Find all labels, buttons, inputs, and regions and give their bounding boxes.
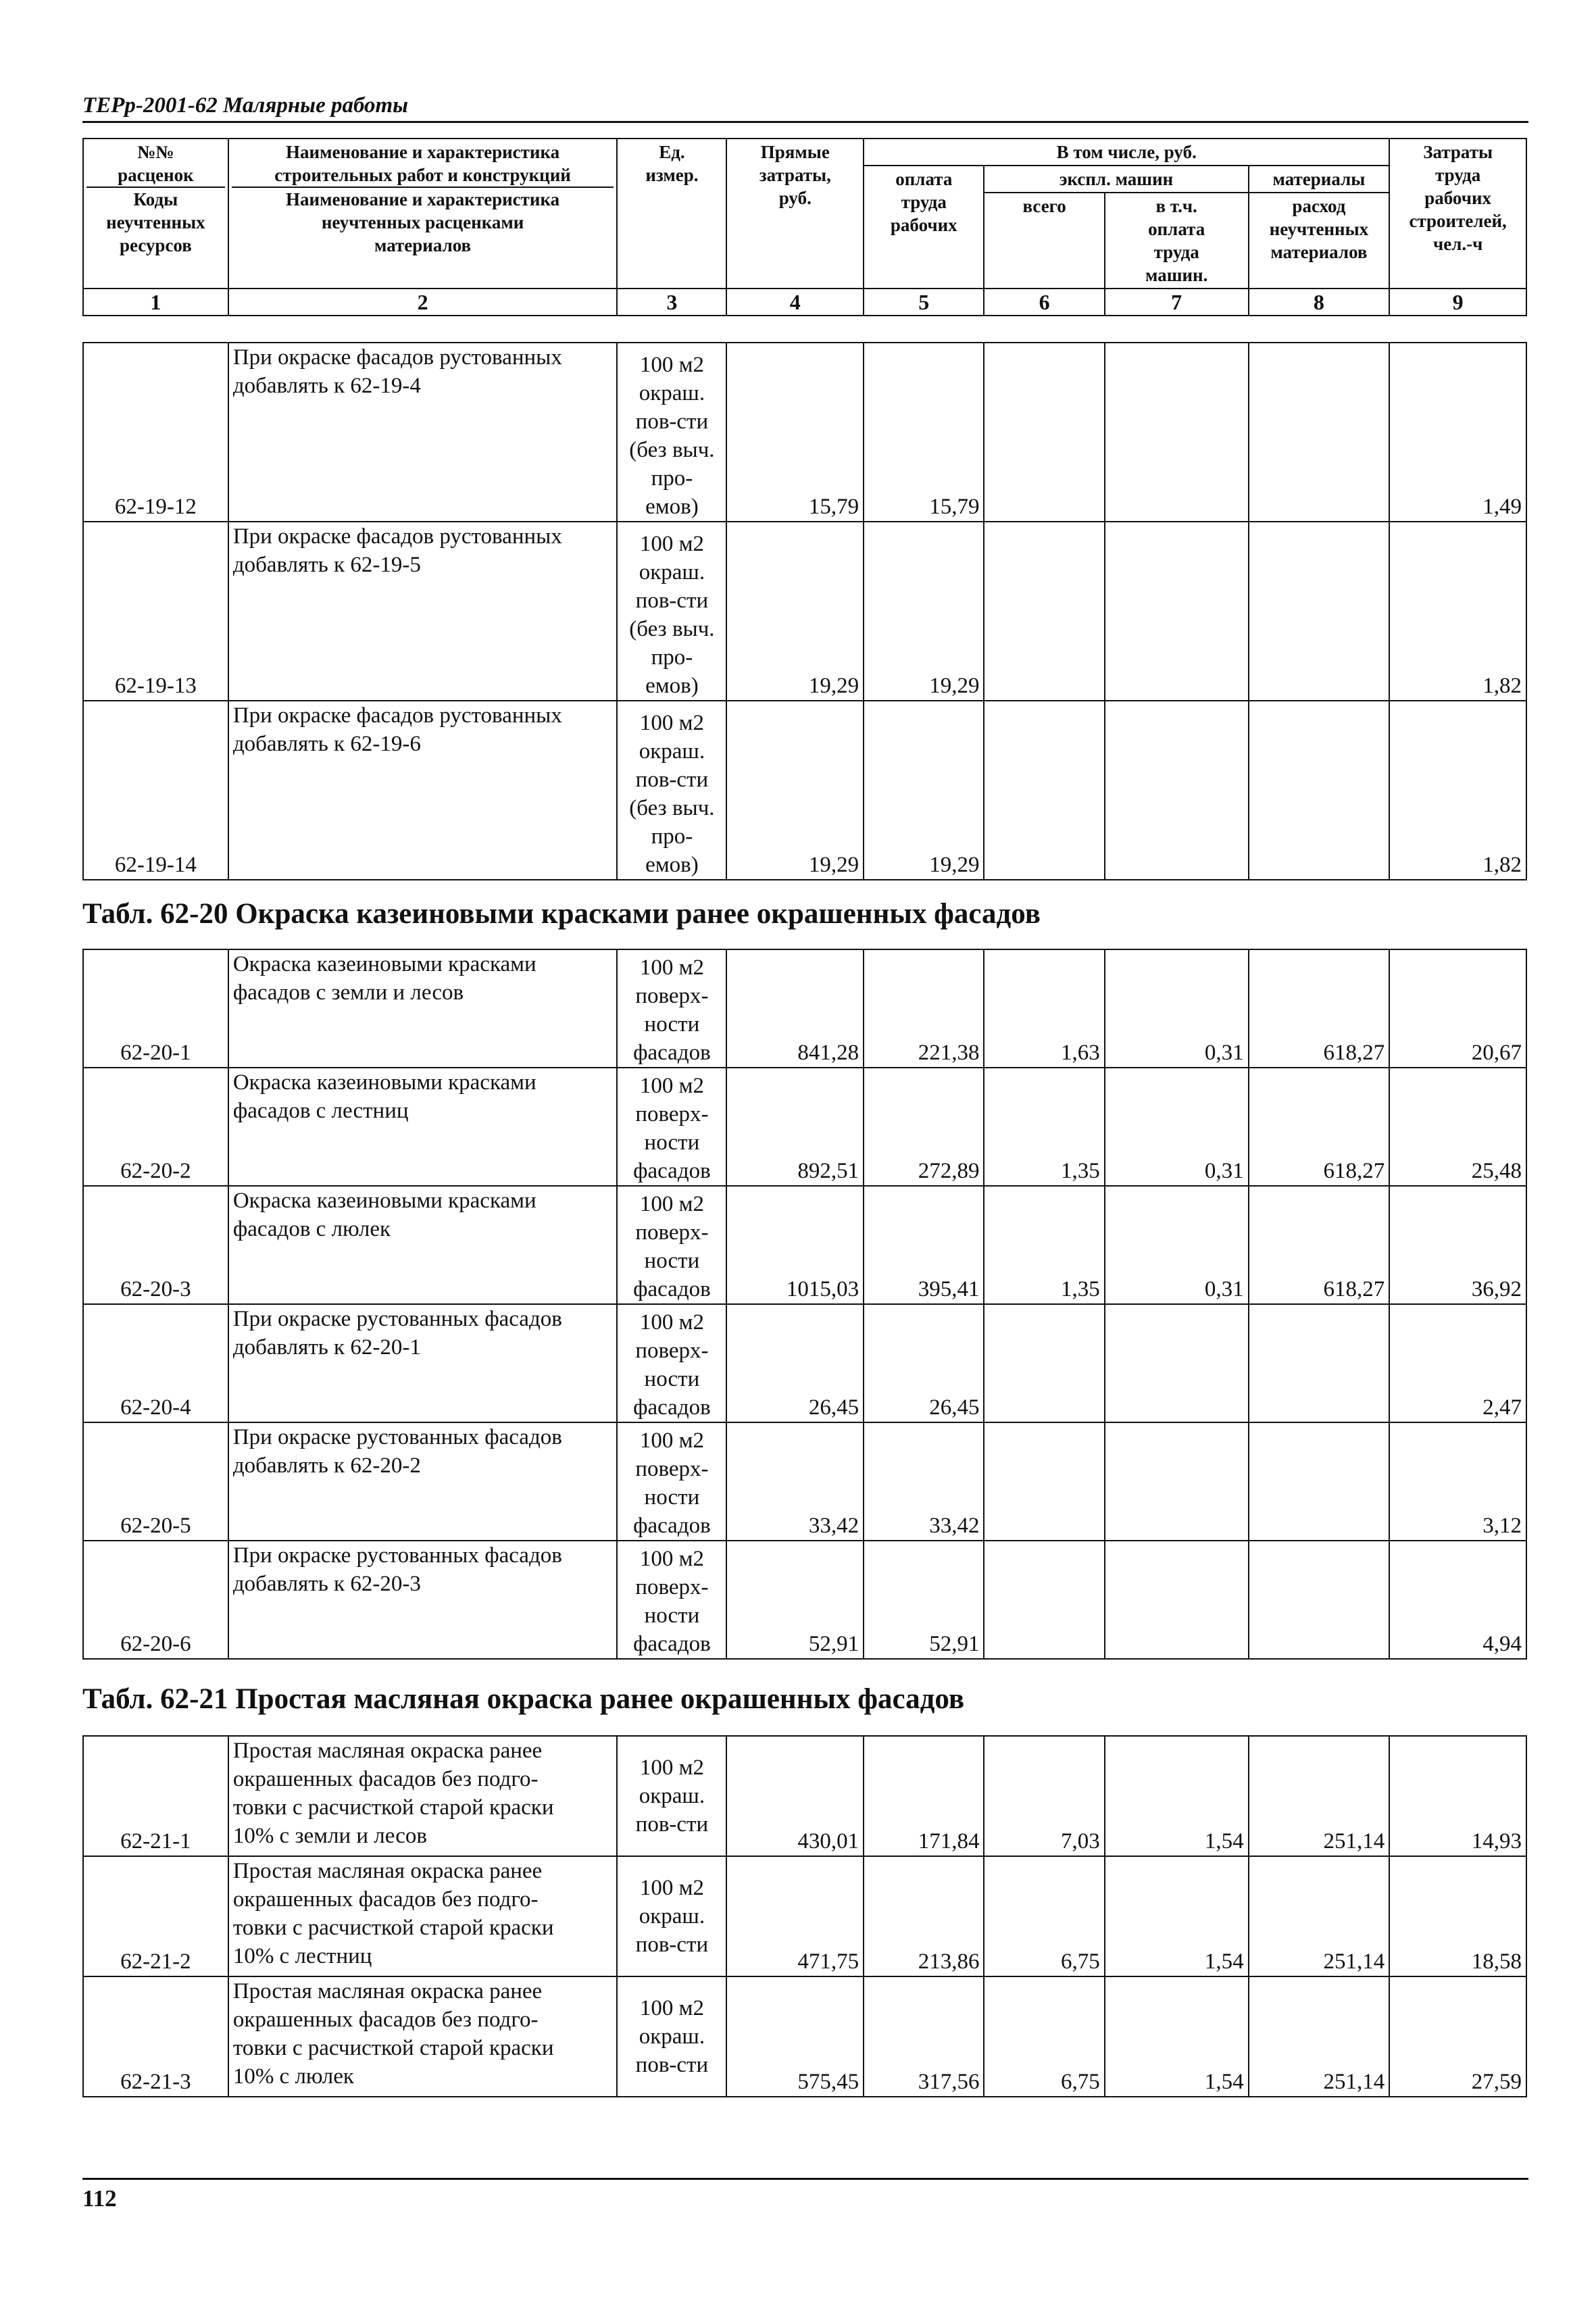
row-name: При окраске рустованных фасадов добавлять к 62-20-2 [228, 1422, 618, 1541]
row-materials-cost [1249, 1541, 1390, 1659]
col-number: 5 [864, 289, 984, 316]
row-direct-cost: 19,29 [726, 701, 864, 880]
row-labor-hours: 25,48 [1389, 1068, 1526, 1186]
row-name: При окраске фасадов рустованных добавлять к 62-19-6 [228, 701, 618, 880]
row-machine-labor-cost: 1,54 [1105, 1736, 1249, 1856]
row-labor-cost: 15,79 [864, 343, 984, 522]
row-machine-labor-cost [1105, 701, 1249, 880]
row-labor-cost: 395,41 [864, 1186, 984, 1304]
row-code: 62-20-5 [83, 1422, 228, 1541]
table-row [83, 1856, 1526, 1976]
col-name-header: Наименование и характеристика строительных работ и конструкций Наименование и характеристика неучтенных расценками материалов [228, 139, 618, 289]
row-code: 62-20-6 [83, 1541, 228, 1659]
row-machines-cost: 1,35 [984, 1186, 1104, 1304]
row-unit: 100 м2 поверх- ности фасадов [617, 949, 726, 1068]
row-labor-cost: 19,29 [864, 522, 984, 701]
col-machine-labor-header: в т.ч. оплата труда машин. [1105, 193, 1249, 289]
table-62-19 [82, 342, 1527, 880]
row-labor-cost: 19,29 [864, 701, 984, 880]
row-labor-hours: 1,82 [1389, 701, 1526, 880]
row-labor-hours: 4,94 [1389, 1541, 1526, 1659]
row-code: 62-19-13 [83, 522, 228, 701]
table-row [83, 1304, 1526, 1422]
row-name: При окраске фасадов рустованных добавлять к 62-19-5 [228, 522, 618, 701]
row-name: Простая масляная окраска ранее окрашенных фасадов без подго- товки с расчисткой старой краски 10% с лестниц [228, 1856, 618, 1976]
row-materials-cost: 618,27 [1249, 949, 1390, 1068]
row-machine-labor-cost: 1,54 [1105, 1976, 1249, 2097]
row-labor-cost: 33,42 [864, 1422, 984, 1541]
row-unit: 100 м2 окраш. пов-сти (без выч. про- емов) [617, 343, 726, 522]
table-row [83, 1422, 1526, 1541]
row-machine-labor-cost [1105, 1304, 1249, 1422]
table-row [83, 522, 1526, 701]
row-code: 62-21-3 [83, 1976, 228, 2097]
table-62-20-title: Табл. 62-20 Окраска казеиновыми красками ранее окрашенных фасадов [82, 898, 1041, 930]
col-direct-header: Прямые затраты, руб. [726, 139, 864, 289]
row-name: Окраска казеиновыми красками фасадов с земли и лесов [228, 949, 618, 1068]
row-unit: 100 м2 поверх- ности фасадов [617, 1304, 726, 1422]
row-machine-labor-cost: 1,54 [1105, 1856, 1249, 1976]
document-header: ТЕРр-2001-62 Малярные работы [82, 93, 1528, 123]
table-row [83, 1736, 1526, 1856]
footer-rule [82, 2178, 1528, 2180]
col-number: 7 [1105, 289, 1249, 316]
row-machines-cost: 6,75 [984, 1976, 1104, 2097]
row-unit: 100 м2 поверх- ности фасадов [617, 1422, 726, 1541]
row-labor-cost: 221,38 [864, 949, 984, 1068]
table-row [83, 949, 1526, 1068]
row-machine-labor-cost: 0,31 [1105, 1068, 1249, 1186]
col-number: 6 [984, 289, 1104, 316]
row-unit: 100 м2 поверх- ности фасадов [617, 1541, 726, 1659]
row-direct-cost: 892,51 [726, 1068, 864, 1186]
row-labor-hours: 2,47 [1389, 1304, 1526, 1422]
row-labor-hours: 20,67 [1389, 949, 1526, 1068]
row-materials-cost [1249, 1422, 1390, 1541]
row-materials-cost: 251,14 [1249, 1736, 1390, 1856]
row-unit: 100 м2 окраш. пов-сти [617, 1976, 726, 2097]
row-direct-cost: 575,45 [726, 1976, 864, 2097]
row-name: При окраске фасадов рустованных добавлять к 62-19-4 [228, 343, 618, 522]
row-unit: 100 м2 окраш. пов-сти [617, 1856, 726, 1976]
row-direct-cost: 1015,03 [726, 1186, 864, 1304]
table-row [83, 1976, 1526, 2097]
row-code: 62-21-1 [83, 1736, 228, 1856]
row-materials-cost [1249, 522, 1390, 701]
row-labor-hours: 36,92 [1389, 1186, 1526, 1304]
row-labor-hours: 14,93 [1389, 1736, 1526, 1856]
row-direct-cost: 19,29 [726, 522, 864, 701]
row-machine-labor-cost [1105, 343, 1249, 522]
row-unit: 100 м2 поверх- ности фасадов [617, 1068, 726, 1186]
table-row [83, 1068, 1526, 1186]
row-unit: 100 м2 окраш. пов-сти (без выч. про- емов) [617, 701, 726, 880]
row-name: Простая масляная окраска ранее окрашенных фасадов без подго- товки с расчисткой старой краски 10% с люлек [228, 1976, 618, 2097]
row-machines-cost [984, 522, 1104, 701]
row-materials-cost [1249, 343, 1390, 522]
table-row [83, 343, 1526, 522]
col-group-header: В том числе, руб. [864, 139, 1389, 166]
row-labor-cost: 317,56 [864, 1976, 984, 2097]
row-name: Окраска казеиновыми красками фасадов с лестниц [228, 1068, 618, 1186]
row-machines-cost [984, 1422, 1104, 1541]
row-machine-labor-cost [1105, 1422, 1249, 1541]
row-machines-cost: 7,03 [984, 1736, 1104, 1856]
table-62-21-title: Табл. 62-21 Простая масляная окраска ранее окрашенных фасадов [82, 1683, 965, 1715]
column-header-table [82, 138, 1527, 316]
row-machines-cost [984, 1541, 1104, 1659]
row-machines-cost [984, 701, 1104, 880]
row-unit: 100 м2 окраш. пов-сти [617, 1736, 726, 1856]
row-direct-cost: 841,28 [726, 949, 864, 1068]
row-materials-cost [1249, 1304, 1390, 1422]
row-materials-cost: 618,27 [1249, 1068, 1390, 1186]
table-62-21 [82, 1735, 1527, 2097]
row-direct-cost: 15,79 [726, 343, 864, 522]
row-labor-hours: 1,49 [1389, 343, 1526, 522]
row-machines-cost [984, 343, 1104, 522]
table-row [83, 1186, 1526, 1304]
row-labor-hours: 1,82 [1389, 522, 1526, 701]
col-number: 8 [1249, 289, 1390, 316]
row-code: 62-21-2 [83, 1856, 228, 1976]
row-materials-cost: 618,27 [1249, 1186, 1390, 1304]
row-direct-cost: 26,45 [726, 1304, 864, 1422]
col-number: 3 [617, 289, 726, 316]
row-labor-cost: 52,91 [864, 1541, 984, 1659]
table-row [83, 1541, 1526, 1659]
row-machines-cost: 1,35 [984, 1068, 1104, 1186]
col-materials-header: расход неучтенных материалов [1249, 193, 1390, 289]
row-machines-cost: 1,63 [984, 949, 1104, 1068]
col-labor-header: оплата труда рабочих [864, 166, 984, 289]
row-name: Простая масляная окраска ранее окрашенных фасадов без подго- товки с расчисткой старой краски 10% с земли и лесов [228, 1736, 618, 1856]
row-materials-cost: 251,14 [1249, 1856, 1390, 1976]
row-machine-labor-cost: 0,31 [1105, 1186, 1249, 1304]
row-machines-cost [984, 1304, 1104, 1422]
row-name: Окраска казеиновыми красками фасадов с люлек [228, 1186, 618, 1304]
row-code: 62-19-12 [83, 343, 228, 522]
row-materials-cost [1249, 701, 1390, 880]
table-row [83, 701, 1526, 880]
row-labor-cost: 272,89 [864, 1068, 984, 1186]
row-name: При окраске рустованных фасадов добавлять к 62-20-3 [228, 1541, 618, 1659]
page-number: 112 [82, 2185, 117, 2212]
row-labor-hours: 27,59 [1389, 1976, 1526, 2097]
row-code: 62-20-2 [83, 1068, 228, 1186]
row-code: 62-20-3 [83, 1186, 228, 1304]
row-code: 62-20-4 [83, 1304, 228, 1422]
col-materials-group-header: материалы [1249, 166, 1390, 193]
row-code: 62-19-14 [83, 701, 228, 880]
row-code: 62-20-1 [83, 949, 228, 1068]
col-machines-total-header: всего [984, 193, 1104, 289]
row-direct-cost: 33,42 [726, 1422, 864, 1541]
col-unit-header: Ед. измер. [617, 139, 726, 289]
row-direct-cost: 430,01 [726, 1736, 864, 1856]
table-62-20 [82, 949, 1527, 1660]
row-unit: 100 м2 поверх- ности фасадов [617, 1186, 726, 1304]
row-labor-hours: 18,58 [1389, 1856, 1526, 1976]
row-machine-labor-cost: 0,31 [1105, 949, 1249, 1068]
row-labor-cost: 171,84 [864, 1736, 984, 1856]
row-labor-cost: 26,45 [864, 1304, 984, 1422]
row-labor-hours: 3,12 [1389, 1422, 1526, 1541]
row-unit: 100 м2 окраш. пов-сти (без выч. про- емов) [617, 522, 726, 701]
row-machine-labor-cost [1105, 522, 1249, 701]
row-name: При окраске рустованных фасадов добавлять к 62-20-1 [228, 1304, 618, 1422]
row-machines-cost: 6,75 [984, 1856, 1104, 1976]
col-number: 2 [228, 289, 618, 316]
col-machines-group-header: экспл. машин [984, 166, 1248, 193]
row-direct-cost: 471,75 [726, 1856, 864, 1976]
col-number: 1 [83, 289, 228, 316]
row-labor-cost: 213,86 [864, 1856, 984, 1976]
col-hours-header: Затраты труда рабочих строителей, чел.-ч [1389, 139, 1526, 289]
col-number: 4 [726, 289, 864, 316]
col-number: 9 [1389, 289, 1526, 316]
row-machine-labor-cost [1105, 1541, 1249, 1659]
row-materials-cost: 251,14 [1249, 1976, 1390, 2097]
row-direct-cost: 52,91 [726, 1541, 864, 1659]
col-code-header: №№ расценок Коды неучтенных ресурсов [83, 139, 228, 289]
